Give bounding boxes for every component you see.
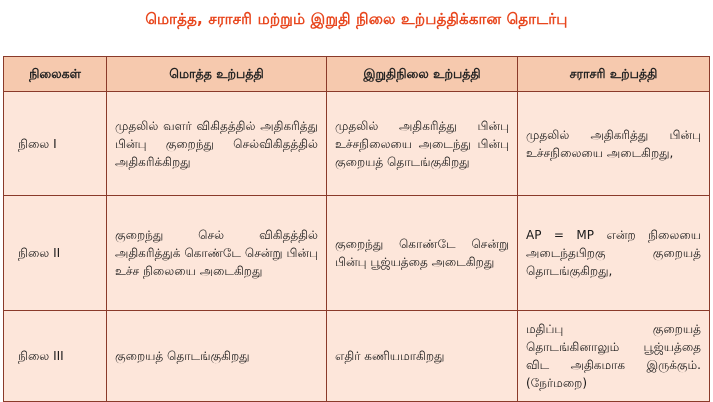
stage-label: நிலை II — [4, 196, 107, 311]
total-product-cell: குறைந்து செல் விகிதத்தில் அதிகரித்துக் கொண்டே சென்று பின்பு உச்ச நிலையை அடைகிறது — [107, 196, 327, 311]
average-product-cell: மதிப்பு குறையத் தொடங்கினாலும் பூஜ்யத்தை விட அதிகமாக இருக்கும். (நேர்மறை) — [518, 311, 710, 402]
header-stages: நிலைகள் — [4, 57, 107, 92]
page-title: மொத்த, சராசரி மற்றும் இறுதி நிலை உற்பத்திக்கான தொடர்பு — [145, 10, 568, 28]
average-product-cell: முதலில் அதிகரித்து பின்பு உச்சநிலையை அடைகிறது, — [518, 92, 710, 196]
table-row — [4, 196, 710, 311]
marginal-product-cell: எதிர் கணியமாகிறது — [327, 311, 518, 402]
stage-label: நிலை III — [4, 311, 107, 402]
header-marginal-product: இறுதிநிலை உற்பத்தி — [327, 57, 518, 92]
table-row — [4, 311, 710, 402]
header-average-product: சராசரி உற்பத்தி — [518, 57, 710, 92]
marginal-product-cell: முதலில் அதிகரித்து பின்பு உச்சநிலையை அடைந்து பின்பு குறையத் தொடங்குகிறது — [327, 92, 518, 196]
table-row — [4, 92, 710, 196]
total-product-cell: முதலில் வளர் விகிதத்தில் அதிகரித்து பின்பு குறைந்து செல்விகிதத்தில் அதிகரிக்கிறது — [107, 92, 327, 196]
table-header-row — [4, 57, 710, 92]
comparison-table — [3, 56, 710, 402]
header-total-product: மொத்த உற்பத்தி — [107, 57, 327, 92]
stage-label: நிலை I — [4, 92, 107, 196]
marginal-product-cell: குறைந்து கொண்டே சென்று பின்பு பூஜ்யத்தை அடைகிறது — [327, 196, 518, 311]
total-product-cell: குறையத் தொடங்குகிறது — [107, 311, 327, 402]
average-product-cell: AP = MP என்ற நிலையை அடைந்தபிறகு குறையத் தொடங்குகிறது, — [518, 196, 710, 311]
